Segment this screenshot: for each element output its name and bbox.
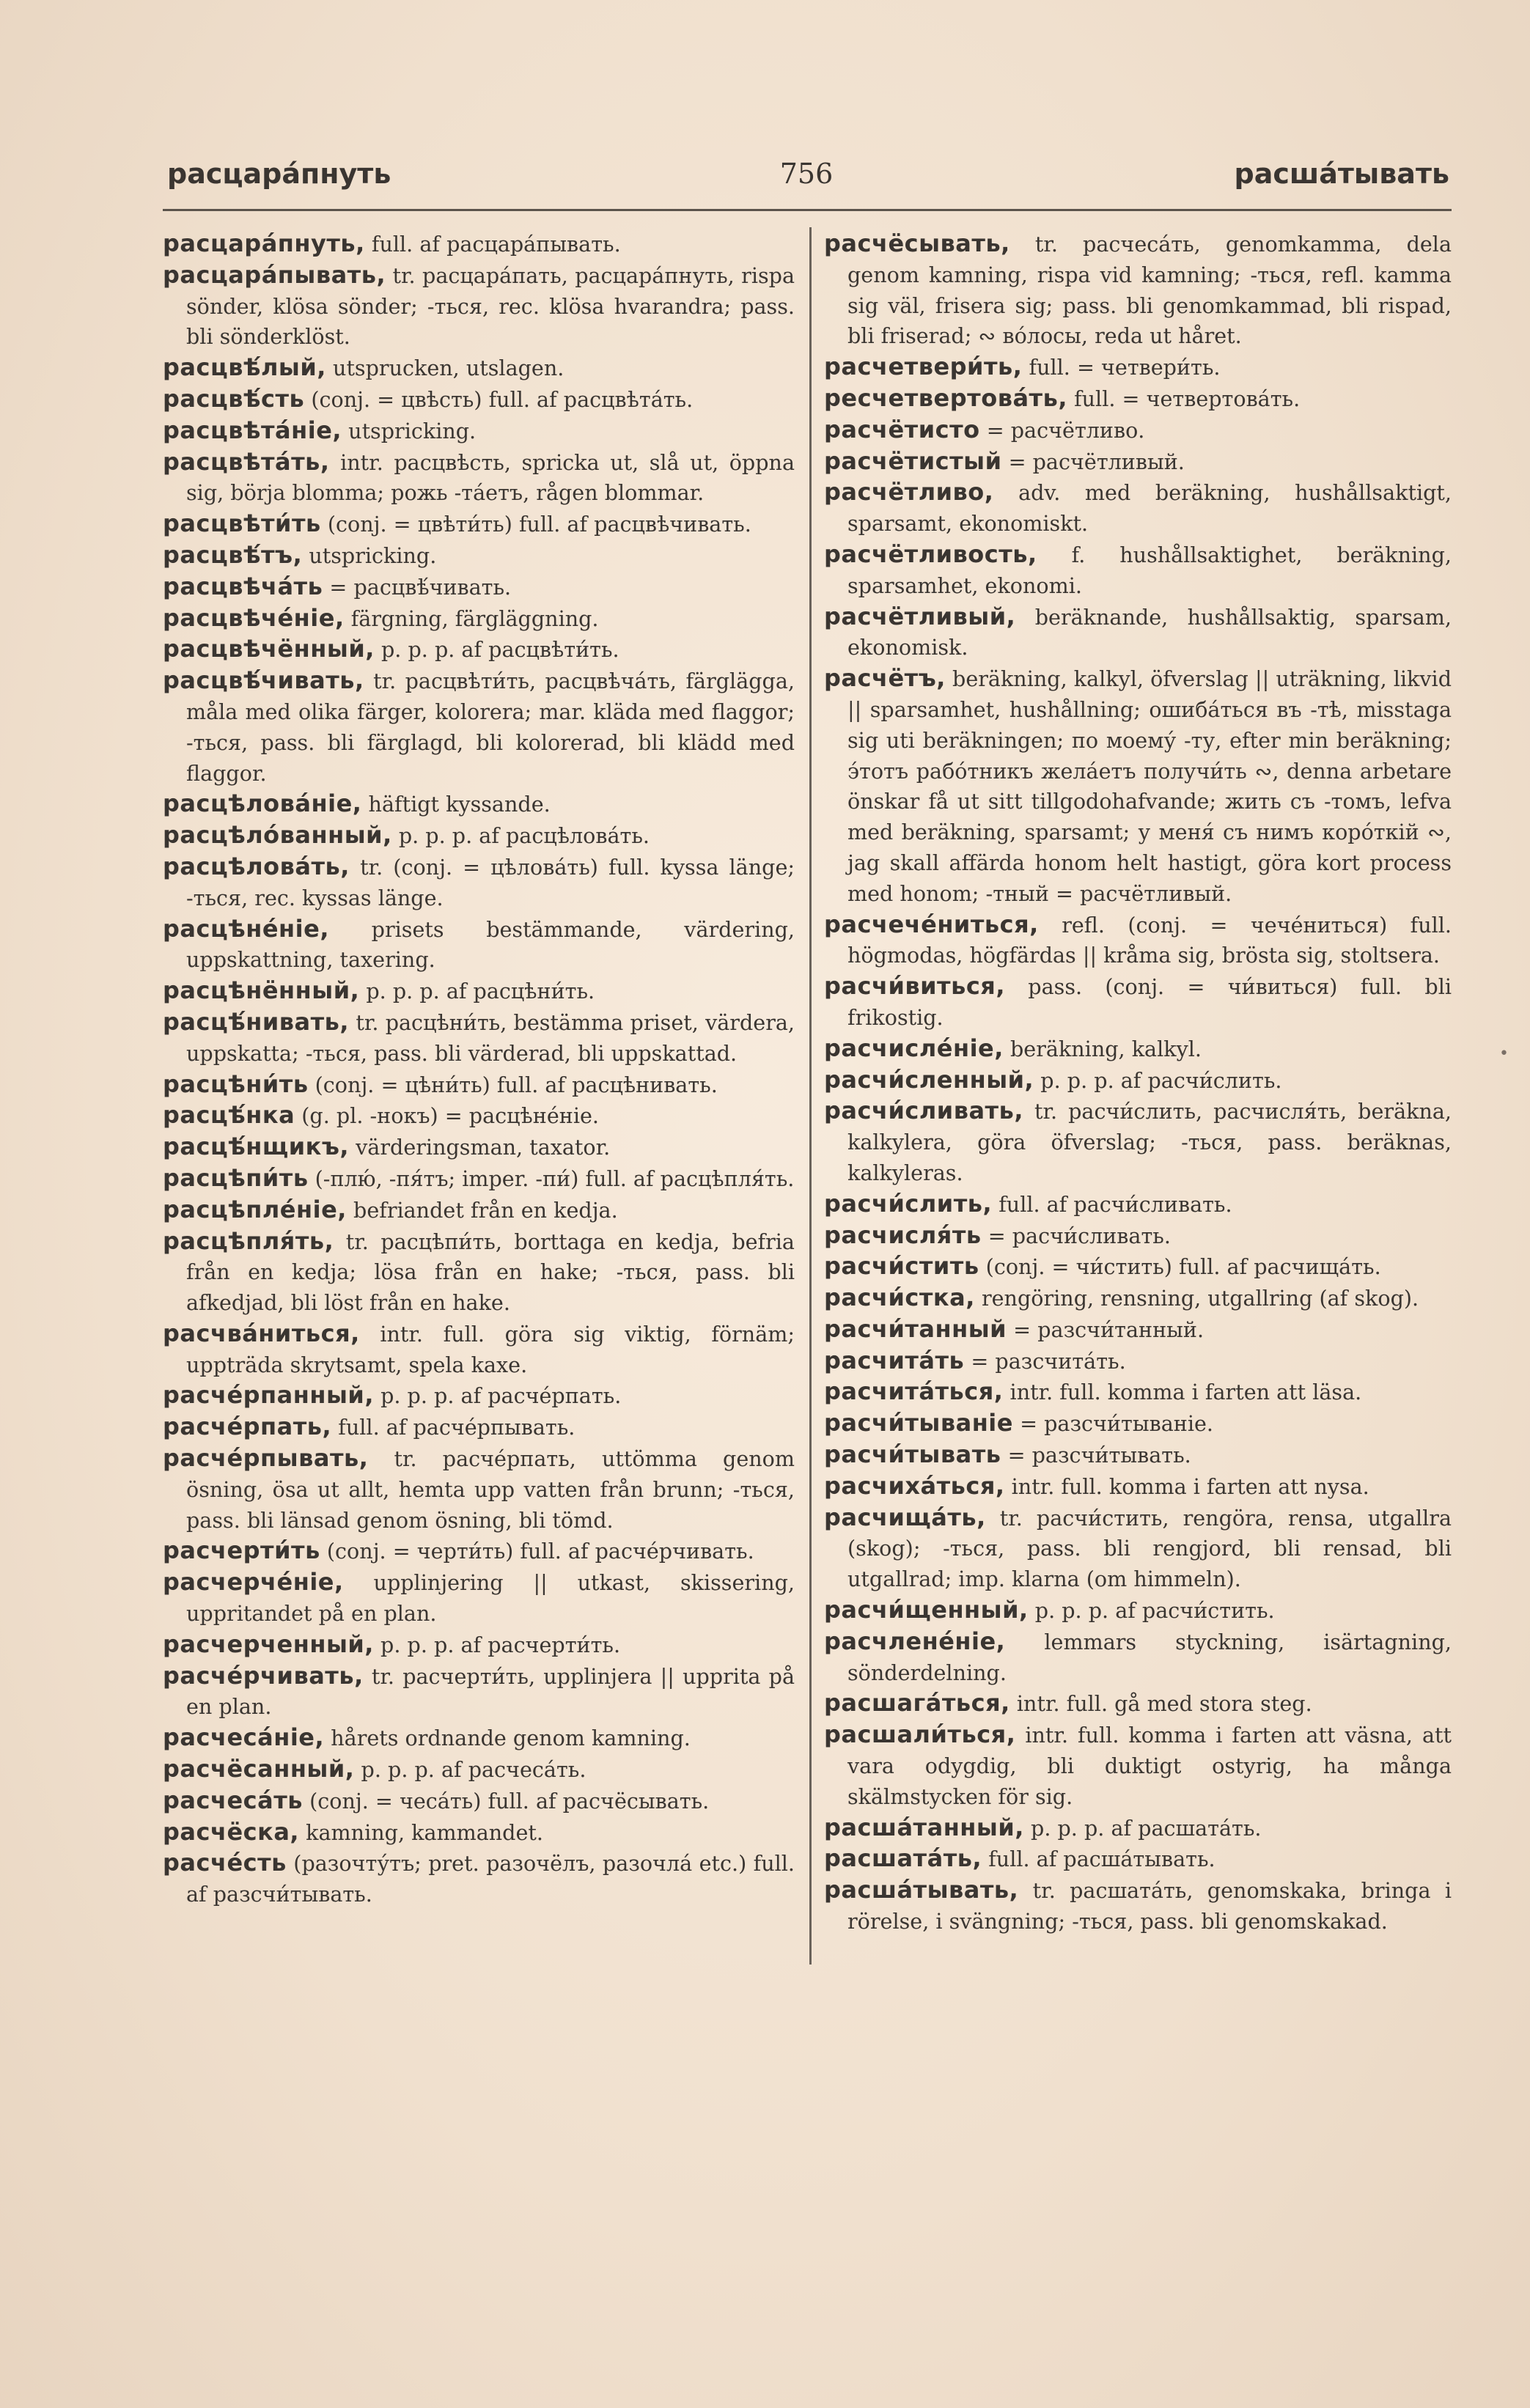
headword: расцвѣ́сть [163, 384, 305, 413]
definition: prisets bestämmande, värdering, uppskattning, taxering. [186, 916, 795, 973]
dictionary-entry [163, 634, 795, 666]
dictionary-entry [163, 852, 795, 914]
dictionary-entry [163, 1007, 795, 1069]
headword: расцѣпля́ть, [163, 1226, 334, 1255]
dictionary-entry [824, 1377, 1452, 1408]
dictionary-entry [163, 1723, 795, 1754]
definition: = разсчита́ть. [971, 1348, 1126, 1374]
definition: p. p. p. af расче́рпать. [380, 1383, 622, 1409]
dictionary-entry [824, 1503, 1452, 1595]
headword: расцѣне́ніе, [163, 914, 329, 943]
dictionary-entry [824, 1627, 1452, 1689]
definition: tr. расшата́ть, genomskaka, bringa i rörelse, i svängning; -ться, pass. bli genomskakad. [847, 1878, 1452, 1934]
dictionary-entry [163, 820, 795, 852]
definition: (conj. = цвѣсть) full. af расцвѣта́ть. [311, 386, 694, 412]
headword: расчётистый [824, 446, 1002, 475]
dictionary-entry [824, 415, 1452, 446]
definition: beräkning, kalkyl, öfverslag || uträkning, likvid || sparsamhet, hushållning; ошиба́ться въ -тѣ, misstaga sig uti beräkningen; по моему́ -ту, efter min beräkning; э́тотъ рабо́тникъ жела́етъ получи́ть ∾, denna arbetare önskar få ut sitt tillgodohafvande; жить съ -томъ, lefva med beräkning, sparsamt; у меня́ съ нимъ коро́ткій ∾, jag skall affärda honom helt hastigt, göra kort process med honom; -тный = расчётливый. [847, 666, 1452, 906]
headword: расшата́ть, [824, 1844, 982, 1873]
dictionary-entry [163, 666, 795, 789]
headword: расцара́пнуть, [163, 229, 365, 257]
column-divider [809, 227, 812, 1965]
left-column [163, 229, 795, 1910]
dictionary-entry [163, 1443, 795, 1536]
headword: расчи́стить [824, 1252, 979, 1281]
header-rule [163, 209, 1452, 211]
headword: расчерче́ніе, [163, 1568, 344, 1597]
headword: расцѣпле́ніе, [163, 1195, 347, 1223]
dictionary-entry [824, 663, 1452, 909]
headword: расчерти́ть [163, 1536, 320, 1565]
dictionary-entry [824, 1813, 1452, 1844]
dictionary-entry [163, 1195, 795, 1226]
definition: = расчётливый. [1008, 449, 1185, 474]
dictionary-entry [824, 383, 1452, 415]
headword: расчётливый, [824, 602, 1016, 630]
definition: intr. full. komma i farten att väsna, att vara odygdig, bli duktigt ostyrig, ha många skälmstycken för sig. [847, 1723, 1452, 1809]
definition: tr. расцвѣти́ть, расцвѣча́ть, färglägga, måla med olika färger, kolorera; mar. kläda med flaggor; -ться, pass. bli färglagd, bli kolorerad, bli klädd med flaggor. [186, 669, 795, 786]
dictionary-entry [824, 540, 1452, 602]
headword: расцара́пывать, [163, 260, 386, 289]
dictionary-entry [163, 1163, 795, 1195]
headword: расчётливо, [824, 478, 994, 507]
dictionary-entry [824, 229, 1452, 352]
headword: расчисля́ть [824, 1220, 982, 1249]
definition: rengöring, rensning, utgallring (af skog). [981, 1286, 1419, 1311]
definition: tr. расчеса́ть, genomkamma, dela genom kamning, rispa vid kamning; -ться, refl. kamma sig väl, frisera sig; pass. bli genomkammad, bli rispad, bli friserad; ∾ во́лосы, reda ut håret. [847, 232, 1452, 349]
right-column [824, 229, 1452, 1937]
dictionary-entry [163, 1630, 795, 1661]
headword: расче́рпанный, [163, 1381, 374, 1410]
headword: расчеса́ніе, [163, 1723, 325, 1752]
running-head-left: расцара́пнуть [167, 158, 391, 190]
headword: расцѣло́ванный, [163, 821, 392, 850]
dictionary-entry [824, 1688, 1452, 1720]
headword: расчи́сливать, [824, 1097, 1023, 1125]
headword: расчерченный, [163, 1630, 374, 1658]
headword: расцѣлова́ть, [163, 852, 350, 880]
dictionary-entry [824, 1875, 1452, 1937]
dictionary-entry [163, 1319, 795, 1381]
dictionary-entry [163, 353, 795, 384]
headword: расчва́ниться, [163, 1319, 360, 1347]
dictionary-entry [163, 976, 795, 1007]
definition: utsprucken, utslagen. [333, 356, 564, 381]
dictionary-entry [163, 416, 795, 447]
dictionary-entry [163, 1817, 795, 1849]
headword: расчища́ть, [824, 1503, 986, 1531]
definition: färgning, färgläggning. [350, 605, 599, 631]
definition: (conj. = чеса́ть) full. af расчёсывать. [309, 1788, 710, 1814]
definition: beräkning, kalkyl. [1010, 1036, 1202, 1061]
definition: pass. (conj. = чи́виться) full. bli frikostig. [847, 974, 1452, 1030]
headword: расцвѣ́чивать, [163, 666, 364, 695]
definition: = разсчи́тывать. [1007, 1443, 1191, 1468]
headword: расчита́ть [824, 1346, 965, 1374]
definition: = расчи́сливать. [987, 1223, 1171, 1248]
headword: расцѣни́ть [163, 1069, 309, 1098]
headword: расцвѣчённый, [163, 635, 375, 663]
definition: värderingsman, taxator. [356, 1135, 611, 1160]
definition: utspricking. [348, 418, 477, 443]
definition: intr. расцвѣсть, spricka ut, slå ut, öppna sig, börja blomma; рожь -та́етъ, rågen blommar. [186, 449, 795, 506]
dictionary-entry [824, 1595, 1452, 1627]
headword: расчёска, [163, 1817, 300, 1846]
dictionary-entry [824, 1096, 1452, 1188]
definition: intr. full. komma i farten att nysa. [1011, 1473, 1369, 1499]
dictionary-entry [824, 1314, 1452, 1346]
definition: p. p. p. af расцѣлова́ть. [398, 823, 650, 849]
headword: расчеса́ть [163, 1786, 303, 1814]
dictionary-entry [824, 1065, 1452, 1097]
dictionary-entry [824, 1440, 1452, 1471]
dictionary-entry [824, 1283, 1452, 1314]
dictionary-entry [163, 1226, 795, 1319]
headword: расчиха́ться, [824, 1471, 1005, 1500]
headword: расцвѣче́ніе, [163, 603, 345, 632]
headword: расчи́танный [824, 1314, 1007, 1343]
dictionary-entry [163, 1412, 795, 1443]
dictionary-entry [163, 1754, 795, 1786]
definition: tr. расцѣпи́ть, borttaga en kedja, befria från en kedja; lösa från en hake; -ться, pass. bli afkedjad, bli löst från en hake. [186, 1229, 795, 1316]
definition: full. af расша́тывать. [988, 1846, 1215, 1872]
definition: intr. full. göra sig viktig, förnäm; uppträda skrytsamt, spela kaxe. [186, 1321, 795, 1377]
definition: häftigt kyssande. [368, 792, 551, 817]
dictionary-entry [824, 1034, 1452, 1065]
headword: расчита́ться, [824, 1377, 1004, 1406]
headword: расче́сть [163, 1849, 287, 1877]
headword: расцѣ́нка [163, 1101, 295, 1130]
dictionary-entry [163, 1786, 795, 1817]
dictionary-entry [824, 1189, 1452, 1220]
headword: расцвѣти́ть [163, 509, 321, 538]
dictionary-entry [824, 1471, 1452, 1503]
headword: расчисле́ніе, [824, 1034, 1004, 1062]
headword: расчи́стка, [824, 1284, 975, 1312]
definition: tr. расчерти́ть, upplinjera || upprita på en plan. [186, 1663, 795, 1720]
dictionary-entry [824, 971, 1452, 1034]
dictionary-entry [163, 1536, 795, 1567]
definition: tr. расцара́пать, расцара́пнуть, rispa sönder, klösa sönder; -ться, rec. klösa hvarandra; pass. bli sönderklöst. [186, 262, 795, 350]
page-number: 756 [779, 158, 834, 190]
headword: расшага́ться, [824, 1689, 1010, 1717]
definition: full. = четвертова́ть. [1074, 386, 1301, 411]
definition: utspricking. [309, 542, 437, 568]
definition: full. af расцара́пывать. [371, 232, 621, 257]
definition: lemmars styckning, isärtagning, sönderdelning. [847, 1629, 1452, 1685]
dictionary-entry [163, 914, 795, 976]
dictionary-entry [824, 1720, 1452, 1812]
definition: tr. расцѣни́ть, bestämma priset, värdera, uppskatta; -ться, pass. bli värderad, bli uppskattad. [186, 1009, 795, 1066]
definition: refl. (conj. = чече́ниться) full. högmodas, högfärdas || kråma sig, brösta sig, stoltsera. [847, 912, 1452, 968]
headword: расчётъ, [824, 664, 946, 693]
definition: tr. расче́рпать, uttömma genom ösning, ösa ut allt, hemta upp vatten från brunn; -ться, pass. bli länsad genom ösning, bli tömd. [186, 1446, 795, 1533]
headword: расчи́тываніе [824, 1409, 1013, 1437]
definition: = разсчи́тываніе. [1020, 1411, 1213, 1437]
definition: = расцвѣ́чивать. [329, 574, 512, 600]
headword: расцѣ́нивать, [163, 1007, 350, 1036]
headword: расцѣнённый, [163, 976, 360, 1005]
definition: full. = четвери́ть. [1029, 355, 1221, 380]
dictionary-entry [163, 509, 795, 540]
dictionary-entry [824, 1220, 1452, 1252]
headword: ресчетвертова́ть, [824, 383, 1067, 412]
dictionary-entry [824, 602, 1452, 664]
dictionary-entry [163, 1848, 795, 1910]
definition: f. hushållsaktighet, beräkning, sparsamhet, ekonomi. [847, 542, 1452, 598]
definition: hårets ordnande genom kamning. [331, 1726, 691, 1751]
definition: p. p. p. af расчеса́ть. [361, 1757, 586, 1783]
definition: befriandet från en kedja. [353, 1197, 618, 1223]
headword: расче́рчивать, [163, 1661, 364, 1690]
dictionary-entry [163, 789, 795, 820]
dictionary-entry [824, 1844, 1452, 1875]
definition: p. p. p. af расцѣни́ть. [366, 979, 595, 1004]
headword: расцѣ́нщикъ, [163, 1133, 350, 1161]
headword: расче́рпать, [163, 1413, 332, 1441]
dictionary-entry [824, 1251, 1452, 1283]
definition: tr. (conj. = цѣлова́ть) full. kyssa länge; -ться, rec. kyssas länge. [186, 854, 795, 910]
headword: расша́тывать, [824, 1876, 1019, 1904]
definition: p. p. p. af расцвѣти́ть. [380, 637, 619, 663]
headword: расчётливость, [824, 540, 1037, 568]
headword: расчётисто [824, 415, 980, 443]
dictionary-entry [163, 572, 795, 603]
definition: intr. full. gå med stora steg. [1016, 1691, 1312, 1717]
definition: full. af расчи́сливать. [998, 1191, 1232, 1217]
definition: (разочту́тъ; pret. разочёлъ, разочла́ etc.) full. af разсчи́тывать. [186, 1851, 795, 1907]
margin-mark: • [1499, 1045, 1509, 1063]
dictionary-entry [824, 910, 1452, 972]
definition: beräknande, hushållsaktig, sparsam, ekonomisk. [847, 604, 1452, 660]
dictionary-entry [163, 1567, 795, 1630]
headword: расчлене́ніе, [824, 1627, 1006, 1655]
dictionary-entry [163, 540, 795, 572]
dictionary-entry [163, 1661, 795, 1723]
definition: p. p. p. af расчи́стить. [1034, 1598, 1275, 1624]
headword: расцвѣта́ть, [163, 447, 330, 476]
headword: расчи́виться, [824, 972, 1005, 1001]
headword: расчи́щенный, [824, 1596, 1029, 1624]
definition: p. p. p. af расчерти́ть. [380, 1632, 621, 1657]
headword: расчёсанный, [163, 1755, 355, 1783]
definition: (g. pl. -нокъ) = расцѣне́ніе. [301, 1103, 599, 1129]
definition: = расчётливо. [986, 417, 1145, 443]
definition: (conj. = черти́ть) full. af расче́рчивать. [326, 1539, 754, 1564]
definition: full. af расче́рпывать. [338, 1415, 575, 1440]
dictionary-entry [163, 229, 795, 260]
headword: расчи́слить, [824, 1189, 993, 1218]
dictionary-entry [163, 260, 795, 353]
headword: расшали́ться, [824, 1720, 1016, 1749]
definition: (conj. = цѣни́ть) full. af расцѣнивать. [315, 1072, 718, 1097]
headword: расцвѣ́тъ, [163, 540, 303, 569]
definition: p. p. p. af расшата́ть. [1031, 1815, 1262, 1841]
definition: kamning, kammandet. [306, 1819, 543, 1845]
definition: (conj. = цвѣти́ть) full. af расцвѣчивать. [327, 512, 751, 537]
dictionary-entry [163, 603, 795, 635]
headword: расша́танный, [824, 1813, 1024, 1841]
definition: = разсчи́танный. [1013, 1317, 1204, 1342]
dictionary-entry [163, 1069, 795, 1101]
dictionary-entry [163, 1132, 795, 1163]
headword: расчи́тывать [824, 1440, 1001, 1469]
headword: расчетвери́ть, [824, 353, 1023, 381]
definition: tr. расчи́стить, rengöra, rensa, utgallra (skog); -ться, pass. bli rengjord, bli rensad, bli utgallrad; imp. klarna (om himmeln). [847, 1505, 1452, 1592]
headword: расцѣпи́ть [163, 1163, 309, 1192]
definition: (conj. = чи́стить) full. af расчища́ть. [985, 1254, 1381, 1280]
definition: intr. full. komma i farten att läsa. [1009, 1380, 1362, 1405]
dictionary-entry [824, 1408, 1452, 1440]
dictionary-entry [163, 447, 795, 509]
headword: расцвѣ́лый, [163, 353, 326, 382]
headword: расче́рпывать, [163, 1444, 369, 1473]
definition: p. p. p. af расчи́слить. [1040, 1067, 1282, 1093]
dictionary-entry [163, 1380, 795, 1412]
dictionary-entry [824, 1346, 1452, 1377]
definition: adv. med beräkning, hushållsaktigt, sparsamt, ekonomiskt. [847, 480, 1452, 537]
dictionary-entry [824, 477, 1452, 540]
definition: (-плю́, -пя́тъ; imper. -пи́) full. af расцѣпля́ть. [315, 1166, 795, 1191]
dictionary-entry [824, 446, 1452, 478]
headword: расцвѣта́ніе, [163, 416, 342, 444]
definition: tr. расчи́слить, расчисля́ть, beräkna, kalkylera, göra öfverslag; -ться, pass. beräknas, kalkyleras. [847, 1099, 1452, 1185]
headword: расчи́сленный, [824, 1065, 1034, 1094]
headword: расчёсывать, [824, 229, 1010, 257]
dictionary-entry [163, 384, 795, 416]
definition: upplinjering || utkast, skissering, uppritandet på en plan. [186, 1570, 795, 1627]
headword: расцвѣча́ть [163, 572, 323, 600]
dictionary-entry [824, 352, 1452, 383]
running-head-right: расша́тывать [1234, 158, 1449, 190]
dictionary-entry [163, 1100, 795, 1132]
headword: расцѣлова́ніе, [163, 789, 362, 818]
headword: расчече́ниться, [824, 910, 1039, 938]
